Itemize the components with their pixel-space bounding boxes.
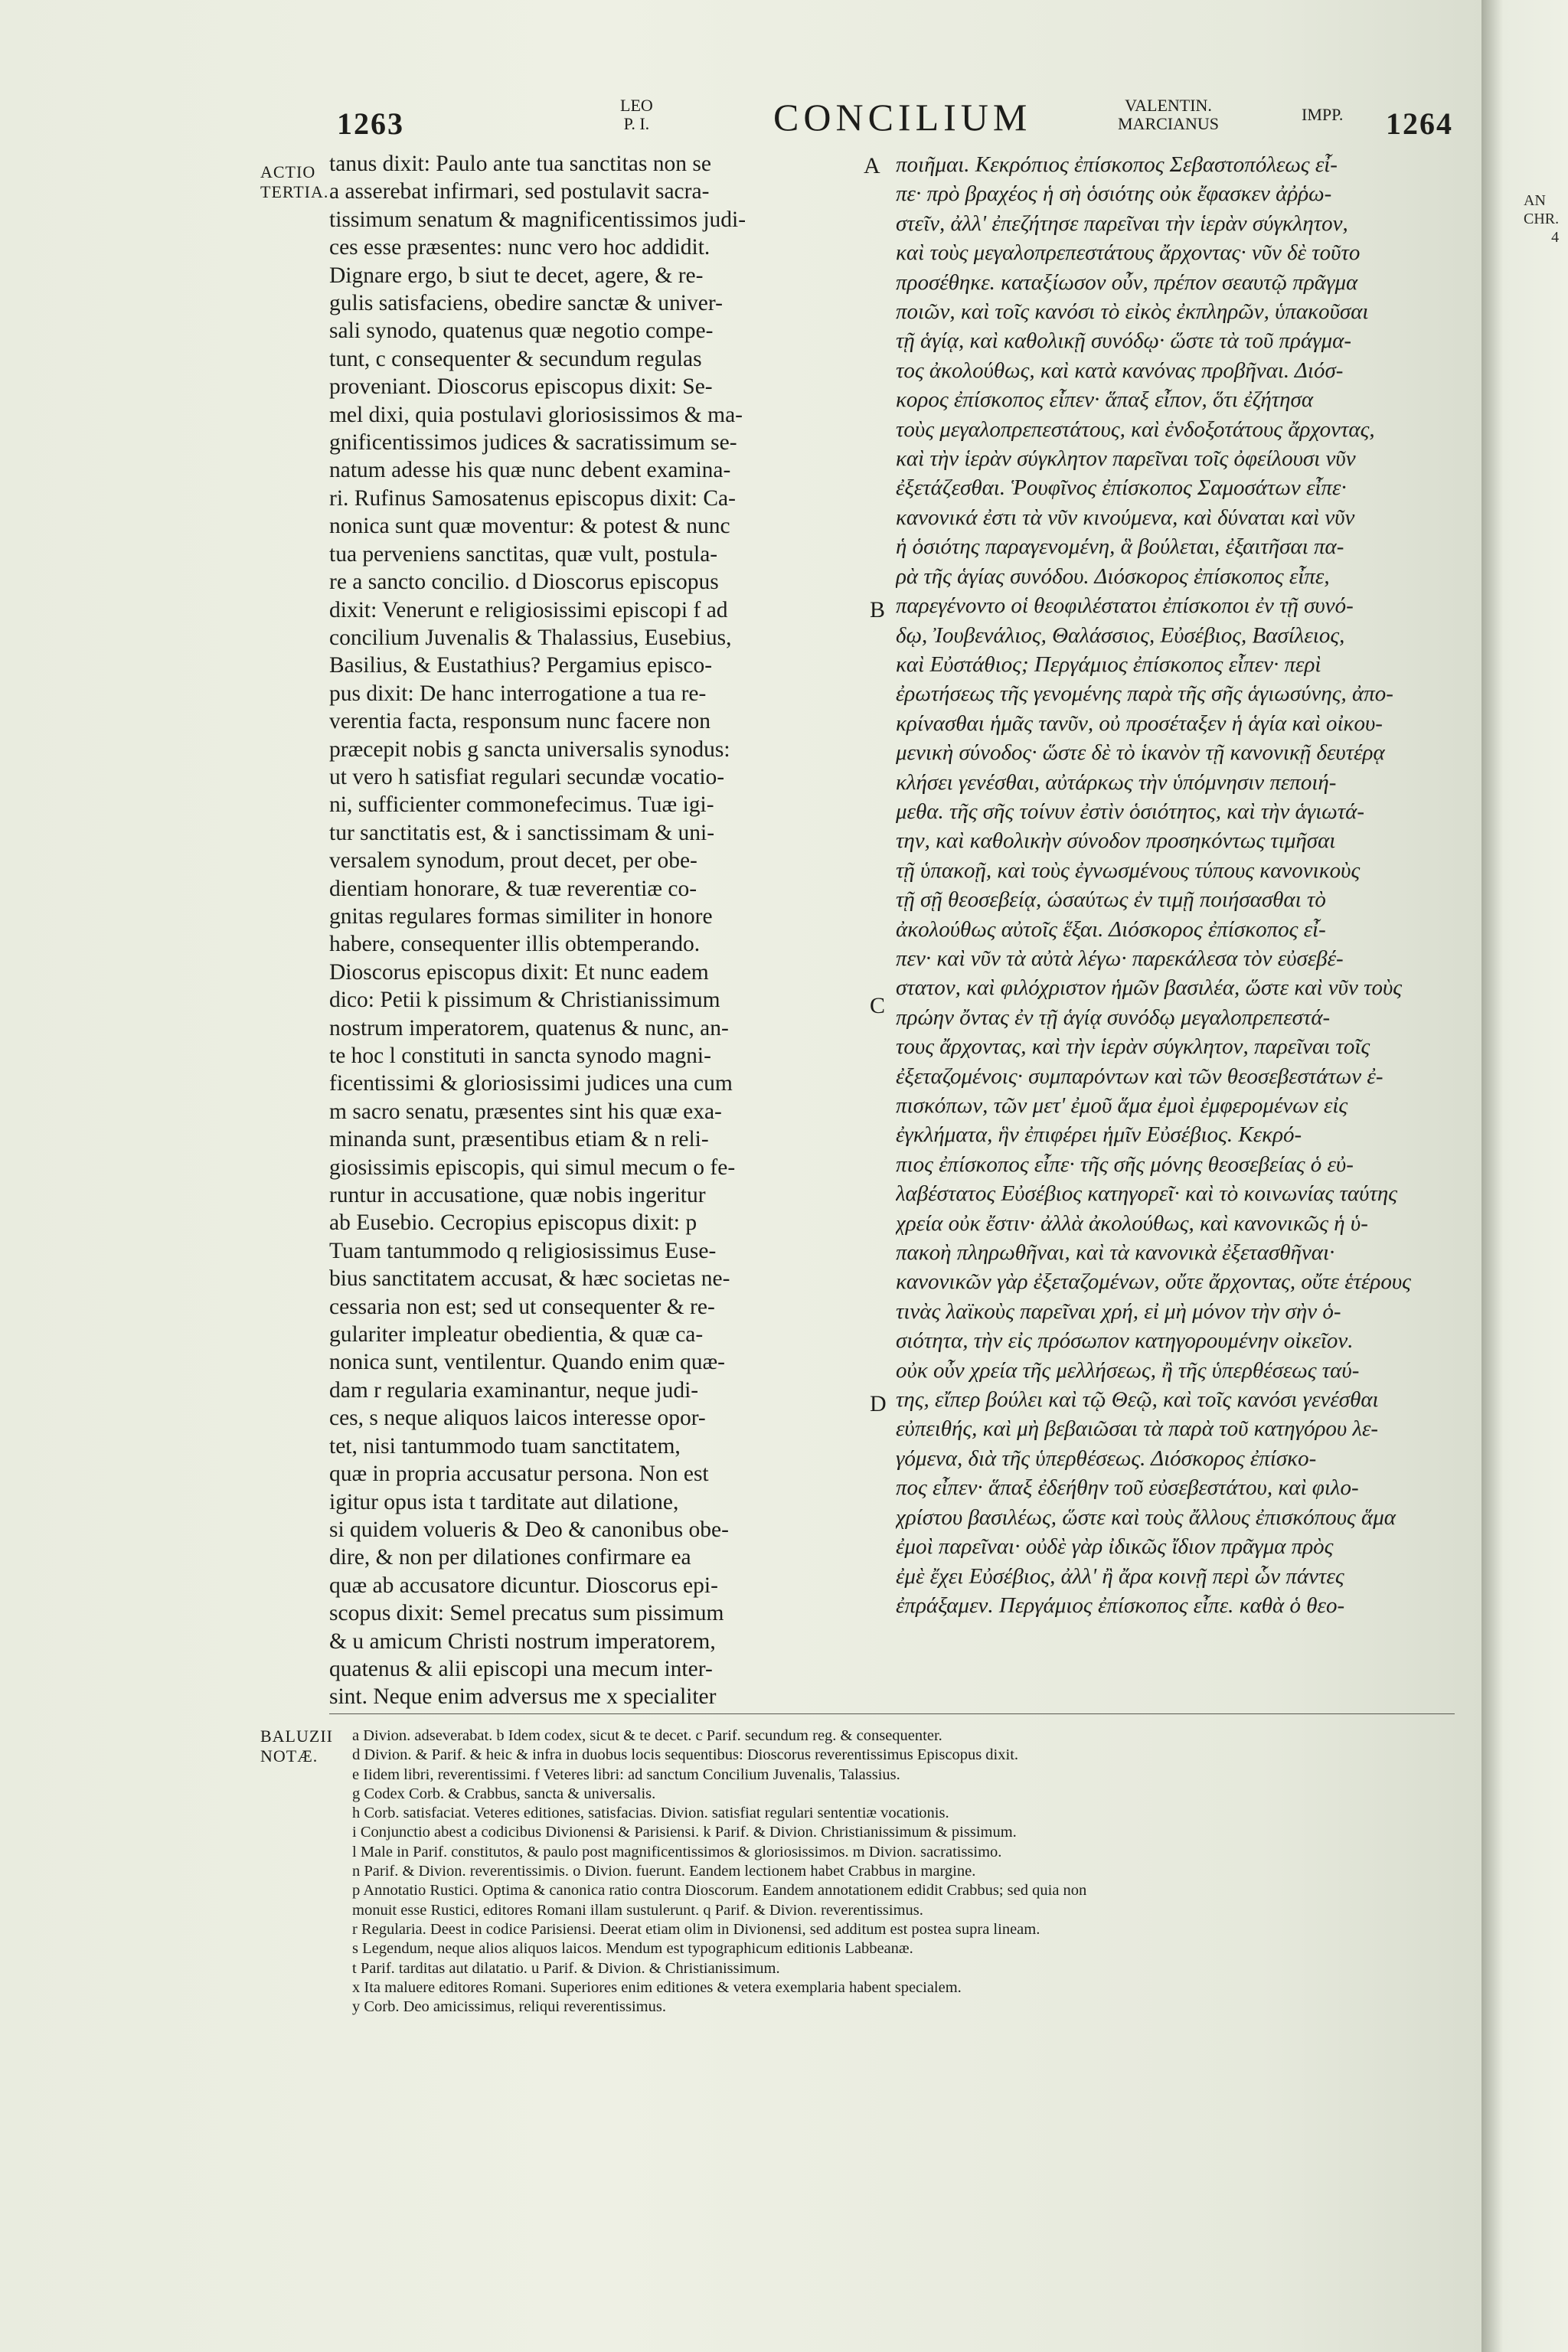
latin-line: igitur opus ista t tarditate aut dilatione, — [329, 1489, 679, 1514]
greek-line: δῳ, Ἰουβενάλιος, Θαλάσσιος, Εὐσέβιος, Βασίλειος, — [896, 622, 1345, 648]
greek-line: ἐμοὶ παρεῖναι· οὐδὲ γὰρ ἰδικῶς ἴδιον πρᾶγμα πρὸς — [896, 1534, 1334, 1560]
footnote: r Regularia. Deest in codice Parisiensi. Deerat etiam olim in Divionensi, sed additum est postea supra lineam. — [352, 1920, 1040, 1938]
latin-line: proveniant. Dioscorus episcopus dixit: Se- — [329, 374, 713, 400]
latin-line: giosissimis episcopis, qui simul mecum o fe- — [329, 1155, 736, 1180]
footnote: x Ita maluere editores Romani. Superiores enim editiones & vetera exemplaria habent specialem. — [352, 1978, 962, 1996]
greek-line: πακοὴ πληρωθῆναι, καὶ τὰ κανονικὰ ἐξετασθῆναι· — [896, 1240, 1335, 1266]
actio-label-line: TERTIA. — [260, 182, 329, 201]
latin-line: gnitas regulares formas similiter in honore — [329, 903, 713, 929]
header-right-small — [1118, 96, 1219, 133]
edge-year-line: CHR. — [1524, 211, 1560, 227]
header-left-small — [620, 96, 653, 133]
latin-line: dixit: Venerunt e religiosissimi episcopi f ad — [329, 597, 728, 622]
footnote: n Parif. & Divion. reverentissimis. o Divion. fuerunt. Eandem lectionem habet Crabbus in margine. — [352, 1863, 976, 1880]
latin-line: si quidem volueris & Deo & canonibus obe- — [329, 1517, 729, 1542]
running-header — [0, 90, 1481, 152]
greek-line: ἐπράξαμεν. Περγάμιος ἐπίσκοπος εἶπε. καθὰ ὁ θεο- — [896, 1592, 1345, 1618]
latin-line: tissimum senatum & magnificentissimos judi- — [329, 207, 746, 232]
greek-line: προσέθηκε. καταξίωσον οὖν, πρέπον σεαυτῷ πρᾶγμα — [896, 270, 1358, 295]
greek-line: ἐξετάζεσθαι. Ῥουφῖνος ἐπίσκοπος Σαμοσάτων εἶπε· — [896, 475, 1347, 501]
notes-label-left — [260, 1726, 333, 1766]
greek-line: τοὺς μεγαλοπρεπεστάτους, καὶ ἐνδοξοτάτους ἄρχοντας, — [896, 416, 1375, 442]
latin-line: præcepit nobis g sancta universalis synodus: — [329, 737, 730, 762]
greek-line: στεῖν, ἀλλ' ἐπεζήτησε παρεῖναι τὴν ἱερὰν σύγκλητον, — [896, 211, 1348, 236]
latin-line: bius sanctitatem accusat, & hæc societas ne- — [329, 1266, 730, 1292]
notes-label-line: BALUZII — [260, 1726, 333, 1746]
greek-line: χρίστου βασιλέως, ὥστε καὶ τοὺς ἄλλους ἐπισκόπους ἅμα — [896, 1504, 1396, 1530]
latin-line: dire, & non per dilationes confirmare ea — [329, 1545, 691, 1570]
greek-line: κανονικῶν γὰρ ἐξεταζομένων, οὔτε ἄρχοντας, οὔτε ἑτέρους — [896, 1269, 1411, 1295]
header-left-small-line: P. I. — [623, 114, 650, 133]
footnote: p Annotatio Rustici. Optima & canonica ratio contra Dioscorum. Eandem annotationem edidit Crabbus; sed quia non — [352, 1882, 1087, 1900]
greek-line: την, καὶ καθολικὴν σύνοδον προσηκόντως τιμῆσαι — [896, 828, 1336, 854]
latin-line: gulariter impleatur obedientia, & quæ ca- — [329, 1322, 704, 1348]
footnote: t Parif. tarditas aut dilatatio. u Parif. & Divion. & Christianissimum. — [352, 1959, 780, 1977]
greek-column — [896, 150, 1478, 1620]
latin-line: re a sancto concilio. d Dioscorus episcopus — [329, 570, 719, 595]
latin-line: runtur in accusatione, quæ nobis ingeritur — [329, 1183, 706, 1208]
greek-line: καὶ τὴν ἱερὰν σύγκλητον παρεῖναι τοῖς ὀφείλουσι νῦν — [896, 446, 1356, 472]
footnote: e Iidem libri, reverentissimi. f Veteres libri: ad sanctum Concilium Juvenalis, Talassius. — [352, 1766, 900, 1783]
notes-label-line: NOTÆ. — [260, 1746, 318, 1766]
latin-line: mel dixi, quia postulavi gloriosissimos & ma- — [329, 402, 743, 427]
latin-line: tet, nisi tantummodo tuam sanctitatem, — [329, 1433, 681, 1459]
greek-line: ἀκολούθως αὐτοῖς ἕξαι. Διόσκορος ἐπίσκοπος εἶ- — [896, 916, 1326, 942]
latin-line: & u amicum Christi nostrum imperatorem, — [329, 1628, 716, 1654]
greek-line: πος εἶπεν· ἅπαξ ἐδεήθην τοῦ εὐσεβεστάτου, καὶ φιλο- — [896, 1475, 1359, 1501]
header-left-small-line: LEO — [620, 96, 653, 115]
page-title: CONCILIUM — [773, 96, 1032, 139]
latin-line: Tuam tantummodo q religiosissimus Euse- — [329, 1238, 717, 1263]
footnote: s Legendum, neque alios aliquos laicos. Mendum est typographicum editionis Labbeanæ. — [352, 1940, 913, 1958]
greek-line: ἐγκλήματα, ἣν ἐπιφέρει ἡμῖν Εὐσέβιος. Κεκρό- — [896, 1122, 1302, 1148]
footnote: i Conjunctio abest a codicibus Divionensi & Parisiensi. k Parif. & Divion. Christianissimum & pissimum. — [352, 1824, 1017, 1841]
latin-line: dam r regularia examinantur, neque judi- — [329, 1377, 699, 1403]
footnotes — [352, 1726, 1455, 2017]
latin-column — [329, 150, 865, 1711]
margin-letter-b: B — [870, 597, 886, 622]
footnote: g Codex Corb. & Crabbus, sancta & universalis. — [352, 1785, 656, 1802]
greek-line: παρεγένοντο οἱ θεοφιλέστατοι ἐπίσκοποι ἐν τῇ συνό- — [896, 593, 1354, 619]
latin-line: Dignare ergo, b siut te decet, agere, & re- — [329, 263, 704, 288]
greek-line: καὶ Εὐστάθιος; Περγάμιος ἐπίσκοπος εἶπεν· περὶ — [896, 652, 1321, 677]
right-page-number: 1264 — [1386, 106, 1453, 141]
greek-line: ποιῶν, καὶ τοῖς κανόσι τὸ εἰκὸς ἐκπληρῶν, ὑπακοῦσαι — [896, 299, 1369, 325]
footnote: d Divion. & Parif. & heic & infra in duobus locis sequentibus: Dioscorus reverentissimus Episcopus dixit. — [352, 1746, 1019, 1764]
latin-line: ri. Rufinus Samosatenus episcopus dixit: Ca- — [329, 485, 736, 511]
greek-line: χρεία οὐκ ἔστιν· ἀλλὰ ἀκολούθως, καὶ κανονικῶς ἡ ὑ- — [896, 1210, 1368, 1236]
footnote-divider — [329, 1713, 1455, 1714]
greek-line: γόμενα, διὰ τῆς ὑπερθέσεως. Διόσκορος ἐπίσκο- — [896, 1446, 1317, 1471]
greek-line: κορος ἐπίσκοπος εἶπεν· ἅπαξ εἶπον, ὅτι ἐζήτησα — [896, 387, 1314, 413]
latin-line: sint. Neque enim adversus me x specialiter — [329, 1684, 717, 1710]
greek-line: λαβέστατος Εὐσέβιος κατηγορεῖ· καὶ τὸ κοινωνίας ταύτης — [896, 1181, 1397, 1207]
greek-line: τῇ ὑπακοῇ, καὶ τοὺς ἐγνωσμένους τύπους κανονικοὺς — [896, 858, 1361, 883]
greek-line: ρὰ τῆς ἁγίας συνόδου. Διόσκορος ἐπίσκοπος εἶπε, — [896, 564, 1330, 589]
header-right-small-tail: IMPP. — [1302, 105, 1344, 124]
greek-line: κρίνασθαι ἡμᾶς τανῦν, οὐ προσέταξεν ἡ ἁγία καὶ οἰκου- — [896, 710, 1383, 736]
latin-line: nonica sunt quæ moventur: & potest & nunc — [329, 514, 730, 539]
greek-line: μενικὴ σύνοδος· ὥστε δὲ τὸ ἱκανὸν τῇ κανονικῇ δευτέρᾳ — [896, 740, 1385, 766]
latin-line: ficentissimi & gloriosissimi judices una cum — [329, 1071, 733, 1096]
greek-line: πε· πρὸ βραχέος ἡ σὴ ὁσιότης οὐκ ἔφασκεν ἀῤῥω- — [896, 181, 1332, 207]
greek-line: οὐκ οὖν χρεία τῆς μελλήσεως, ἢ τῆς ὑπερθέσεως ταύ- — [896, 1357, 1360, 1383]
latin-line: versalem synodum, prout decet, per obe- — [329, 848, 697, 874]
greek-line: ἐξεταζομένοις· συμπαρόντων καὶ τῶν θεοσεβεστάτων ἐ- — [896, 1063, 1383, 1089]
latin-line: Dioscorus episcopus dixit: Et nunc eadem — [329, 959, 709, 985]
greek-line: εὐπειθής, καὶ μὴ βεβαιῶσαι τὰ παρὰ τοῦ κατηγόρου λε- — [896, 1416, 1379, 1442]
latin-line: quatenus & alii episcopi una mecum inter- — [329, 1656, 713, 1681]
adjacent-page-edge — [1481, 0, 1568, 2352]
latin-line: gnificentissimos judices & sacratissimum se- — [329, 430, 737, 456]
latin-line: Basilius, & Eustathius? Pergamius episco- — [329, 653, 713, 678]
greek-line: πισκόπων, τῶν μετ' ἐμοῦ ἅμα ἐμοὶ ἐμφερομένων εἰς — [896, 1093, 1348, 1118]
greek-line: σιότητα, τὴν εἰς πρόσωπον κατηγορουμένην οἰκεῖον. — [896, 1328, 1354, 1354]
greek-line: κανονικά ἐστι τὰ νῦν κινούμενα, καὶ δύναται καὶ νῦν — [896, 505, 1355, 530]
latin-line: minanda sunt, præsentibus etiam & n reli- — [329, 1127, 709, 1152]
latin-line: a asserebat infirmari, sed postulavit sacra- — [329, 179, 710, 204]
latin-line: tua perveniens sanctitas, quæ vult, postula- — [329, 541, 718, 567]
greek-line: ἐμὲ ἔχει Εὐσέβιος, ἀλλ' ἢ ἄρα κοινῇ περὶ ὧν πάντες — [896, 1563, 1344, 1589]
footnote: a Divion. adseverabat. b Idem codex, sicut & te decet. c Parif. secundum reg. & consequenter. — [352, 1727, 942, 1744]
header-right-small-line: MARCIANUS — [1118, 114, 1220, 133]
margin-letter-d: D — [870, 1391, 887, 1416]
latin-line: ces esse præsentes: nunc vero hoc addidit. — [329, 235, 710, 260]
greek-line: τους ἄρχοντας, καὶ τὴν ἱερὰν σύγκλητον, παρεῖναι τοῖς — [896, 1034, 1370, 1060]
greek-line: πεν· καὶ νῦν τὰ αὐτὰ λέγω· παρεκάλεσα τὸν εὐσεβέ- — [896, 946, 1344, 971]
latin-line: cessaria non est; sed ut consequenter & re- — [329, 1294, 715, 1319]
footnote: h Corb. satisfaciat. Veteres editiones, satisfacias. Divion. satisfiat regulari sententiæ vocationis. — [352, 1805, 949, 1822]
latin-line: dico: Petii k pissimum & Christianissimum — [329, 988, 720, 1013]
footnote: l Male in Parif. constitutos, & paulo post magnificentissimos & gloriosissimos. m Divion. sacratissimo. — [352, 1843, 1002, 1860]
latin-line: sali synodo, quatenus quæ negotio compe- — [329, 318, 714, 344]
latin-line: ut vero h satisfiat regulari secundæ vocatio- — [329, 764, 725, 789]
greek-line: της, εἴπερ βούλει καὶ τῷ Θεῷ, καὶ τοῖς κανόσι γενέσθαι — [896, 1387, 1379, 1413]
left-page-number: 1263 — [337, 106, 404, 141]
greek-line: πιος ἐπίσκοπος εἶπε· τῆς σῆς μόνης θεοσεβείας ὁ εὐ- — [896, 1152, 1354, 1177]
latin-line: ab Eusebio. Cecropius episcopus dixit: p — [329, 1210, 697, 1236]
edge-year-line: AN — [1524, 192, 1546, 209]
actio-label — [260, 162, 328, 202]
latin-line: te hoc l constituti in sancta synodo magni- — [329, 1044, 711, 1068]
latin-line: natum adesse his quæ nunc debent examina- — [329, 458, 731, 483]
latin-line: quæ in propria accusatur persona. Non est — [329, 1462, 709, 1487]
header-right-small-line: VALENTIN. — [1125, 96, 1212, 115]
latin-line: concilium Juvenalis & Thalassius, Eusebius, — [329, 625, 732, 650]
greek-line: στατον, καὶ φιλόχριστον ἡμῶν βασιλέα, ὥστε καὶ νῦν τοὺς — [896, 975, 1403, 1001]
greek-line: μεθα. τῆς σῆς τοίνυν ἐστὶν ὁσιότητος, καὶ τὴν ἁγιωτά- — [896, 799, 1365, 824]
latin-line: scopus dixit: Semel precatus sum pissimum — [329, 1601, 724, 1626]
latin-line: nostrum imperatorem, quatenus & nunc, an- — [329, 1015, 729, 1040]
greek-line: τινὰς λαϊκοὺς παρεῖναι χρή, εἰ μὴ μόνον τὴν σὴν ὁ- — [896, 1298, 1341, 1324]
latin-line: tunt, c consequenter & secundum regulas — [329, 346, 702, 371]
greek-line: τῇ σῇ θεοσεβείᾳ, ὡσαύτως ἐν τιμῇ ποιήσασθαι τὸ — [896, 887, 1326, 913]
greek-line: ἡ ὁσιότης παραγενομένη, ἃ βούλεται, ἐξαιτῆσαι πα- — [896, 534, 1344, 560]
margin-letter-c: C — [870, 993, 886, 1018]
latin-line: dientiam honorare, & tuæ reverentiæ co- — [329, 876, 697, 901]
greek-line: καὶ τοὺς μεγαλοπρεπεστάτους ἄρχοντας· νῦν δὲ τοῦτο — [896, 240, 1361, 266]
latin-line: nonica sunt, ventilentur. Quando enim quæ- — [329, 1350, 725, 1375]
greek-line: ἐρωτήσεως τῆς γενομένης παρὰ τῆς σῆς ἁγιωσύνης, ἀπο- — [896, 681, 1393, 707]
footnote: monuit esse Rustici, editores Romani illam sustulerunt. q Parif. & Divion. reverentissimus. — [352, 1901, 923, 1919]
actio-label-line: ACTIO — [260, 162, 316, 181]
latin-line: pus dixit: De hanc interrogatione a tua re- — [329, 681, 707, 706]
greek-line: τος ἀκολούθως, καὶ κατὰ κανόνας προβῆναι. Διόσ- — [896, 358, 1344, 383]
latin-line: verentia facta, responsum nunc facere non — [329, 709, 710, 734]
latin-line: habere, consequenter illis obtemperando. — [329, 932, 701, 957]
edge-year-label — [1524, 191, 1559, 247]
edge-year-line: 4 — [1551, 229, 1560, 246]
latin-line: quæ ab accusatore dicuntur. Dioscorus epi- — [329, 1573, 718, 1598]
latin-line: tur sanctitatis est, & i sanctissimam & uni- — [329, 820, 715, 845]
footnote: y Corb. Deo amicissimus, reliqui reverentissimus. — [352, 1998, 666, 2016]
latin-line: gulis satisfaciens, obedire sanctæ & univer- — [329, 291, 723, 316]
latin-line: ces, s neque aliquos laicos interesse opor- — [329, 1406, 706, 1431]
greek-line: ποιῆμαι. Κεκρόπιος ἐπίσκοπος Σεβαστοπόλεως εἶ- — [896, 152, 1338, 177]
greek-line: κλήσει γενέσθαι, αὐτάρκως τὴν ὑπόμνησιν πεποιή- — [896, 769, 1337, 795]
latin-line: ni, sufficienter commonefecimus. Tuæ igi- — [329, 792, 714, 818]
greek-line: τῇ ἁγίᾳ, καὶ καθολικῇ συνόδῳ· ὥστε τὰ τοῦ πράγμα- — [896, 328, 1352, 354]
greek-line: πρώην ὄντας ἐν τῇ ἁγίᾳ συνόδῳ μεγαλοπρεπεστά- — [896, 1004, 1331, 1030]
margin-letter-a: A — [864, 153, 880, 178]
latin-line: m sacro senatu, præsentes sint his quæ exa- — [329, 1099, 722, 1124]
latin-line: tanus dixit: Paulo ante tua sanctitas non se — [329, 152, 711, 176]
